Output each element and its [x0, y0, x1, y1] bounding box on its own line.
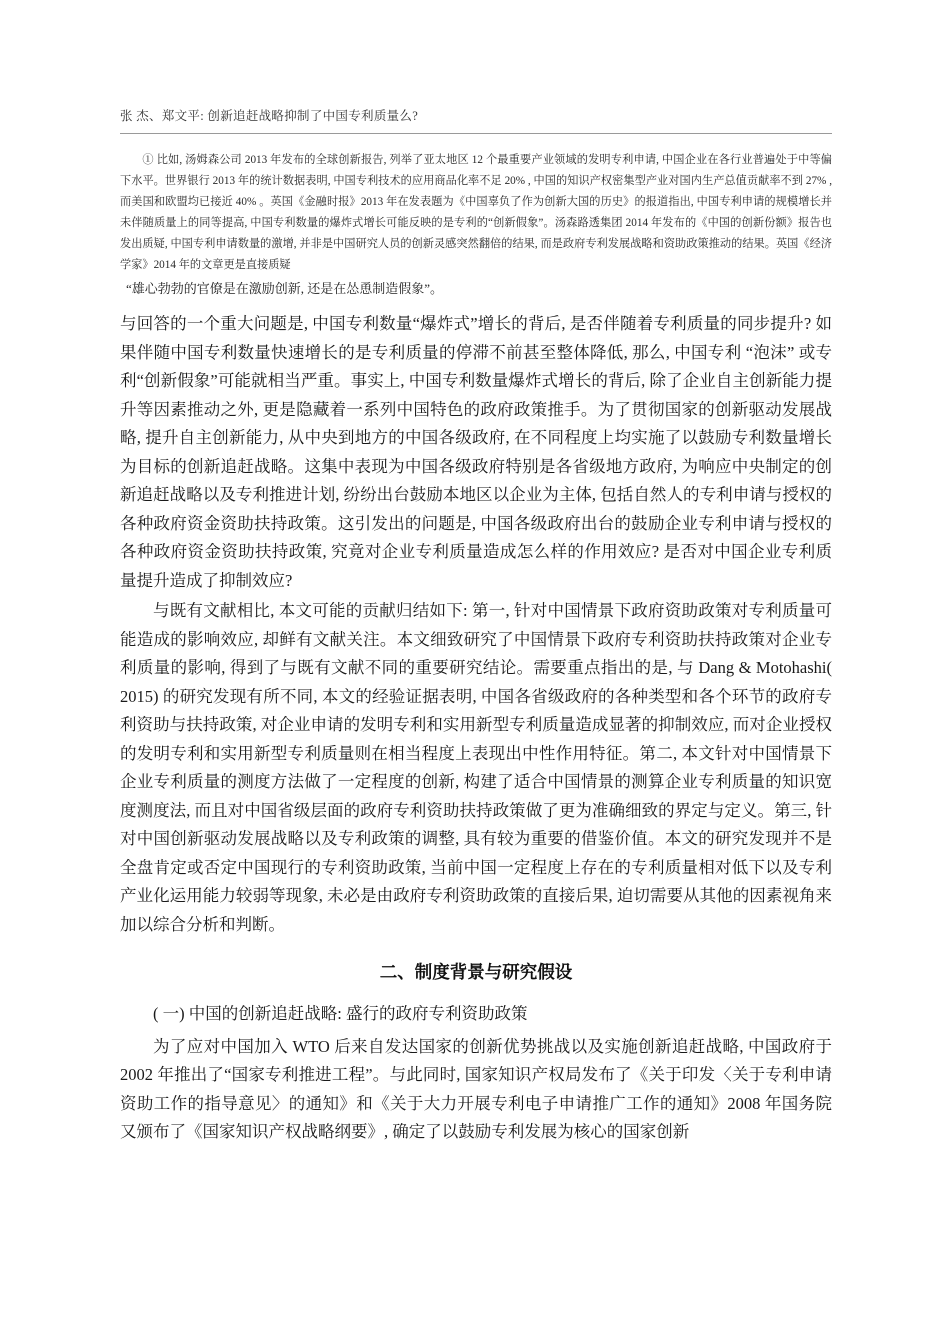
- body-paragraph-1: 与回答的一个重大问题是, 中国专利数量“爆炸式”增长的背后, 是否伴随着专利质量的同步提升? 如果伴随中国专利数量快速增长的是专利质量的停滞不前甚至整体降低, 那么, 中国专利 “泡沫” 或专利“创新假象”可能就相当严重。事实上, 中国专利数量爆炸式增长的背后, 除了企业自主创新能力提升等因素推动之外, 更是隐藏着一系列中国特色的政府政策推手。为了贯彻国家的创新驱动发展战略, 提升自主创新能力, 从中央到地方的中国各级政府, 在不同程度上均实施了以鼓励专利数量增长为目标的创新追赶战略。这集中表现为中国各级政府特别是各省级地方政府, 为响应中央制定的创新追赶战略以及专利推进计划, 纷纷出台鼓励本地区以企业为主体, 包括自然人的专利申请与授权的各种政府资金资助扶持政策。这引发出的问题是, 中国各级政府出台的鼓励企业专利申请与授权的各种政府资金资助扶持政策, 究竟对企业专利质量造成怎么样的作用效应? 是否对中国企业专利质量提升造成了抑制效应?: [120, 314, 833, 590]
- subsection-heading: ( 一) 中国的创新追赶战略: 盛行的政府专利资助政策: [153, 1004, 528, 1023]
- running-header: 张 杰、郑文平: 创新追赶战略抑制了中国专利质量么?: [120, 109, 419, 123]
- footnote-closing: “雄心勃勃的官僚是在激励创新, 还是在怂恿制造假象”。: [126, 281, 444, 296]
- body-paragraph-2: 与既有文献相比, 本文可能的贡献归结如下: 第一, 针对中国情景下政府资助政策对专利质量可能造成的影响效应, 却鲜有文献关注。本文细致研究了中国情景下政府专利资助扶持政策对企业专利质量的影响, 得到了与既有文献不同的重要研究结论。需要重点指出的是, 与 Dang & Motohashi( 2015) 的研究发现有所不同, 本文的经验证据表明, 中国各省级政府的各种类型和各个环节的政府专利资助与扶持政策, 对企业申请的发明专利和实用新型专利质量造成显著的抑制效应, 而对企业授权的发明专利和实用新型专利质量则在相当程度上表现出中性作用特征。第二, 本文针对中国情景下企业专利质量的测度方法做了一定程度的创新, 构建了适合中国情景的测算企业专利质量的知识宽度测度法, 而且对中国省级层面的政府专利资助扶持政策做了更为准确细致的界定与定义。第三, 针对中国创新驱动发展战略以及专利政策的调整, 具有较为重要的借鉴价值。本文的研究发现并不是全盘肯定或否定中国现行的专利资助政策, 当前中国一定程度上存在的专利质量相对低下以及专利产业化运用能力较弱等现象, 未必是由政府专利资助政策的直接后果, 迫切需要从其他的因素视角来加以综合分析和判断。: [120, 601, 833, 934]
- body-paragraph-3: 为了应对中国加入 WTO 后来自发达国家的创新优势挑战以及实施创新追赶战略, 中国政府于 2002 年推出了“国家专利推进工程”。与此同时, 国家知识产权局发布了《关于印发〈关于专利申请资助工作的指导意见〉的通知》和《关于大力开展专利电子申请推广工作的通知》2008 年国务院又颁布了《国家知识产权战略纲要》, 确定了以鼓励专利发展为核心的国家创新: [120, 1036, 832, 1141]
- header-divider: [120, 133, 832, 134]
- footnote-block: [120, 150, 832, 300]
- section-heading: 二、制度背景与研究假设: [379, 962, 573, 982]
- footnote-text: ① 比如, 汤姆森公司 2013 年发布的全球创新报告, 列举了亚太地区 12 个最重要产业领域的发明专利申请, 中国企业在各行业普遍处于中等偏下水平。世界银行 2013 年的统计数据表明, 中国专利技术的应用商品化率不足 20% , 中国的知识产权密集型产业对国内生产总值贡献率不到 27% , 而美国和欧盟均已接近 40% 。英国《金融时报》2013 年在发表题为《中国辜负了作为创新大国的历史》的报道指出, 中国专利申请的规模增长并未伴随质量上的同等提高, 中国专利数量的爆炸式增长可能反映的是专利的“创新假象”。汤森路透集团 2014 年发布的《中国的创新份额》报告也发出质疑, 中国专利申请数量的激增, 并非是中国研究人员的创新灵感突然翻倍的结果, 而是政府专利发展战略和资助政策推动的结果。英国《经济学家》2014 年的文章更是直接质疑: [120, 154, 832, 271]
- page-content: [120, 106, 832, 1149]
